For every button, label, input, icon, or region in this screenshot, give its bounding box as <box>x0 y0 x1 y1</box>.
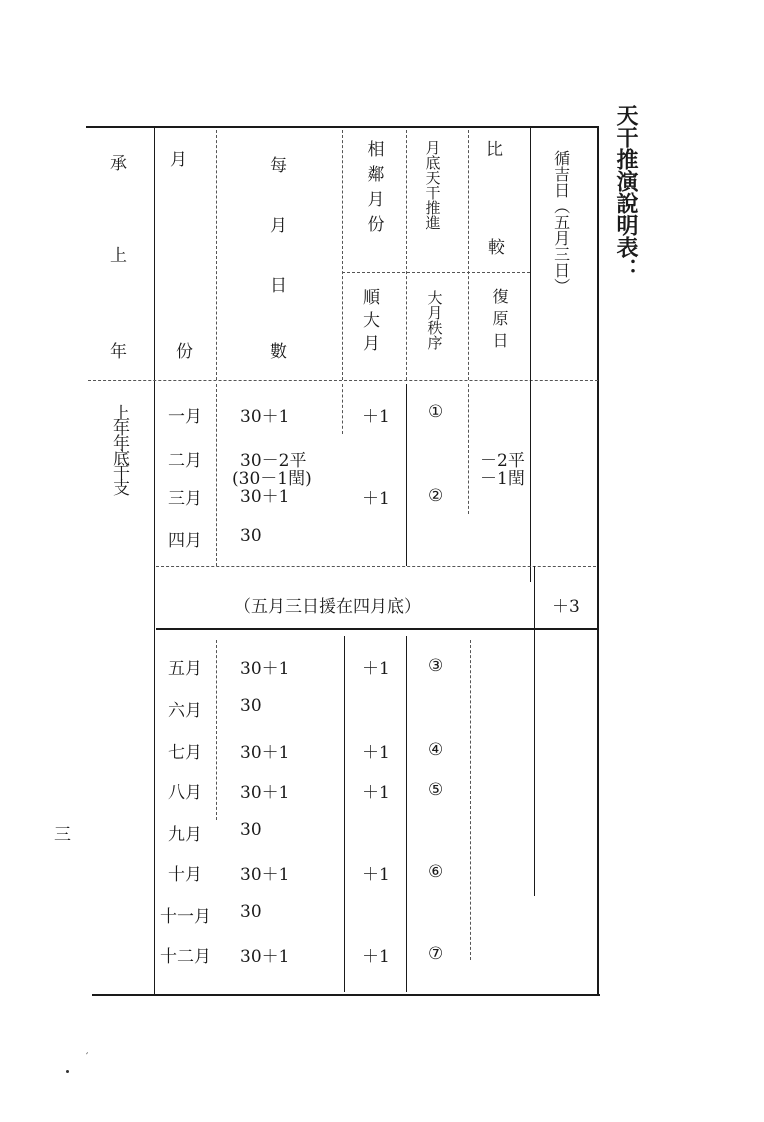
row-nov-days: 30 <box>240 902 262 922</box>
header-divider <box>88 380 598 381</box>
stray-dot <box>66 1070 69 1073</box>
may-section-divider <box>156 628 598 630</box>
row-apr-days: 30 <box>240 526 262 546</box>
header-inherit-1: 承 <box>110 154 127 174</box>
header-adjacent-months: 相鄰月份 <box>363 140 384 240</box>
row-mar-adj: ＋1 <box>362 489 390 509</box>
header-subdivider <box>342 272 530 273</box>
may-value: ＋3 <box>552 597 580 617</box>
header-compare-1: 比 <box>486 140 503 160</box>
row-may-month: 五月 <box>168 659 202 679</box>
compare-note-leap: －1閏 <box>480 469 525 489</box>
compare-note-flat: －2平 <box>480 451 525 471</box>
page-title: 天干推演說明表： <box>613 104 638 280</box>
page-number: 三 <box>54 825 71 845</box>
col-divider-4-bottom <box>406 636 407 992</box>
row-jul-order: ④ <box>428 740 444 760</box>
col-divider-6 <box>530 128 531 582</box>
row-may-days: 30＋1 <box>240 659 290 679</box>
header-auspicious-day: 循吉日（五月三日） <box>551 150 571 294</box>
row-mar-order: ② <box>428 486 444 506</box>
header-month: 月 <box>170 150 187 170</box>
row-sep-month: 九月 <box>168 825 202 845</box>
col-divider-4-top <box>406 384 407 566</box>
row-aug-month: 八月 <box>168 783 202 803</box>
row-mar-days: 30＋1 <box>240 487 290 507</box>
row-feb-days: 30－2平 <box>240 451 307 471</box>
header-inherit-3: 年 <box>110 342 127 362</box>
table-right-border <box>597 126 599 996</box>
header-days-4: 數 <box>270 342 287 362</box>
col-divider-2-bottom <box>216 640 217 820</box>
row-aug-order: ⑤ <box>428 780 444 800</box>
row-may-adj: ＋1 <box>362 659 390 679</box>
col-divider-1 <box>154 126 155 996</box>
header-days-3: 日 <box>270 276 287 296</box>
row-sep-days: 30 <box>240 820 262 840</box>
header-adjacent-bigmonth: 順大月 <box>359 288 379 357</box>
row-feb-days-leap: (30－1閏) <box>232 469 312 489</box>
row-aug-adj: ＋1 <box>362 783 390 803</box>
col-divider-3-bottom <box>344 636 345 992</box>
col-divider-6-bottom <box>534 566 535 896</box>
row-jul-adj: ＋1 <box>362 743 390 763</box>
row-dec-days: 30＋1 <box>240 947 290 967</box>
table-top-border <box>86 126 598 128</box>
row-feb-month: 二月 <box>168 451 202 471</box>
row-may-order: ③ <box>428 656 444 676</box>
row-jan-order: ① <box>428 402 444 422</box>
col-divider-3-top <box>342 384 343 434</box>
row-jan-adj: ＋1 <box>362 407 390 427</box>
row-oct-month: 十月 <box>168 865 202 885</box>
row-mar-month: 三月 <box>168 489 202 509</box>
header-restore-day: 復原日 <box>490 288 509 354</box>
row-oct-order: ⑥ <box>428 862 444 882</box>
row-dec-adj: ＋1 <box>362 947 390 967</box>
row-aug-days: 30＋1 <box>240 783 290 803</box>
row-jan-days: 30＋1 <box>240 407 290 427</box>
row-jul-month: 七月 <box>168 743 202 763</box>
header-month-2: 份 <box>176 342 193 362</box>
col-divider-2-header <box>216 130 217 380</box>
header-days-1: 每 <box>270 156 287 176</box>
header-compare-2: 較 <box>488 238 505 258</box>
row-apr-month: 四月 <box>168 531 202 551</box>
row-dec-month: 十二月 <box>160 947 211 967</box>
inherit-note: 上年年底干支 <box>109 404 129 494</box>
header-month-end-push: 月底天干推進 <box>423 140 442 230</box>
row-jun-days: 30 <box>240 696 262 716</box>
row-dec-order: ⑦ <box>428 944 444 964</box>
col-divider-5-bottom <box>470 640 471 960</box>
stray-mark: ′ <box>86 1052 89 1063</box>
col-divider-2-top <box>216 384 217 566</box>
may-note: （五月三日援在四月底） <box>234 597 421 617</box>
row-jun-month: 六月 <box>168 701 202 721</box>
header-bigmonth-order: 大月秩序 <box>425 290 444 350</box>
header-days-2: 月 <box>270 216 287 236</box>
row-divider-april <box>156 566 596 567</box>
row-oct-days: 30＋1 <box>240 865 290 885</box>
col-divider-5-top <box>468 384 469 514</box>
header-inherit-2: 上 <box>110 246 127 266</box>
col-divider-4-header <box>406 130 407 380</box>
col-divider-5-header <box>468 130 469 380</box>
row-nov-month: 十一月 <box>160 907 211 927</box>
row-jan-month: 一月 <box>168 407 202 427</box>
table-bottom-border <box>92 994 600 996</box>
row-oct-adj: ＋1 <box>362 865 390 885</box>
row-jul-days: 30＋1 <box>240 743 290 763</box>
col-divider-3-header <box>342 130 343 380</box>
